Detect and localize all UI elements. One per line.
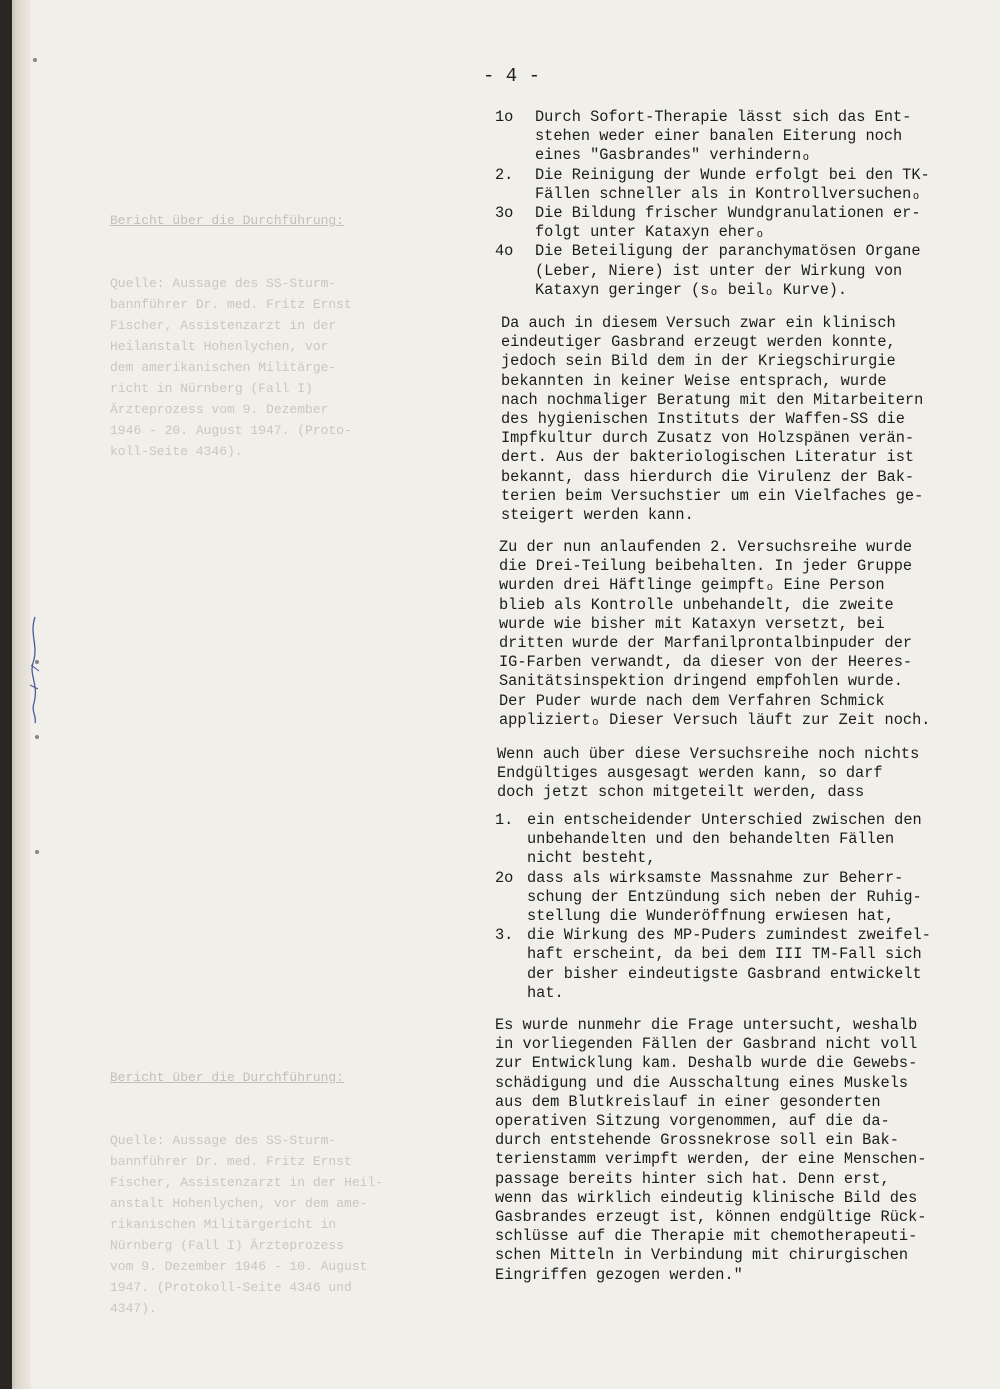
list-item (487, 204, 930, 242)
text-line: 1946 - 20. August 1947. (Proto- (110, 423, 352, 438)
text-line: dritten wurde der Marfanilprontalbinpuder der (499, 634, 913, 653)
text-line: bekannt, dass hierdurch die Virulenz der Bak- (501, 467, 915, 486)
findings-numbered-list (487, 811, 931, 1003)
text-line: aus dem Blutkreislauf in einer gesonderten (495, 1092, 881, 1111)
text-line: Fischer, Assistenzarzt in der (110, 318, 337, 333)
text-line: vom 9. Dezember 1946 - 10. August (110, 1259, 368, 1274)
paragraph-conclusion (487, 1016, 926, 1285)
text-line: terienstamm verimpft werden, der eine Menschen- (495, 1150, 927, 1169)
text-line: die Wirkung des MP-Puders zumindest zweifel- (527, 926, 931, 945)
text-line: Die Beteiligung der paranchymatösen Organe (535, 242, 921, 261)
text-line: Eingriffen gezogen werden." (495, 1265, 743, 1284)
paragraph-second-series (487, 538, 930, 730)
bleed-through-heading: Bericht über die Durchführung: (110, 213, 345, 228)
text-line: eindeutiger Gasbrand erzeugt werden konnte, (501, 333, 896, 352)
text-line: Es wurde nunmehr die Frage untersucht, weshalb (495, 1016, 918, 1034)
text-line: Ärzteprozess vom 9. Dezember (110, 402, 329, 417)
text-line: Fällen schneller als in Kontrollversuchenₒ (535, 184, 921, 203)
handwritten-signature-mark (25, 615, 45, 725)
text-line: haft erscheint, da bei dem III TM-Fall sich (527, 945, 922, 964)
text-line: hat. (527, 983, 564, 1002)
text-line: Fischer, Assistenzarzt in der Heil- (110, 1175, 384, 1190)
list-item (487, 869, 931, 927)
text-line: schlüsse auf die Therapie mit chemotherapeuti- (495, 1227, 918, 1246)
text-line: Quelle: Aussage des SS-Sturm- (110, 1133, 337, 1148)
text-line: 1947. (Protokoll-Seite 4346 und (110, 1280, 352, 1295)
text-line: richt in Nürnberg (Fall I) (110, 381, 313, 396)
text-line: operativen Sitzung vorgenommen, auf die da- (495, 1112, 890, 1131)
text-line: anstalt Hohenlychen, vor dem ame- (110, 1196, 368, 1211)
text-line: wenn das wirklich eindeutig klinische Bild des (495, 1188, 918, 1207)
text-line: (Leber, Niere) ist unter der Wirkung von (535, 261, 903, 280)
text-line: schen Mitteln in Verbindung mit chirurgischen (495, 1246, 909, 1265)
text-line: eines "Gasbrandes" verhindernₒ (535, 146, 811, 165)
text-line: jedoch sein Bild dem in der Kriegschirurgie (501, 352, 896, 371)
list-item-number: 4o (495, 242, 514, 261)
text-line: dem amerikanischen Militärge- (110, 360, 337, 375)
text-line: unbehandelten und den behandelten Fällen (527, 830, 895, 849)
text-line: Kataxyn geringer (sₒ beilₒ Kurve). (535, 280, 848, 299)
text-line: Die Reinigung der Wunde erfolgt bei den TK- (535, 165, 930, 184)
text-line: schung der Entzündung sich neben der Ruhig- (527, 887, 922, 906)
list-item-number: 2. (495, 165, 514, 184)
text-line: Der Puder wurde nach dem Verfahren Schmick (499, 691, 885, 710)
text-line: wurde wie bisher mit Kataxyn versetzt, bei (499, 614, 885, 633)
page-number: - 4 - (483, 65, 541, 87)
list-item-number: 1o (495, 108, 514, 126)
text-line: die Drei-Teilung beibehalten. In jeder Gruppe (499, 557, 913, 576)
text-line: dert. Aus der bakteriologischen Literatur ist (501, 448, 915, 467)
text-line: Durch Sofort-Therapie lässt sich das Ent- (535, 108, 912, 126)
punch-mark (33, 58, 37, 62)
text-line: terien beim Versuchstier um ein Vielfaches ge- (501, 486, 924, 505)
text-line: rikanischen Militärgericht in (110, 1217, 337, 1232)
text-line: zur Entwicklung kam. Deshalb wurde die Gewebs- (495, 1054, 918, 1073)
text-line: Endgültiges ausgesagt werden kann, so darf (497, 764, 883, 783)
paragraph-virulence (487, 314, 923, 525)
text-line: dass als wirksamste Massnahme zur Beherr- (527, 868, 904, 887)
text-line: bekannten in keiner Weise entsprach, wurde (501, 371, 887, 390)
text-line: Wenn auch über diese Versuchsreihe noch nichts (497, 745, 920, 763)
bleed-through-text-bottom (110, 1025, 383, 1361)
text-line: Da auch in diesem Versuch zwar ein klinisch (501, 314, 896, 332)
text-line: Heilanstalt Hohenlychen, vor (110, 339, 329, 354)
text-line: 4347). (110, 1301, 157, 1316)
list-item (487, 926, 931, 1003)
text-line: der bisher eindeutigste Gasbrand entwickelt (527, 964, 922, 983)
list-item (487, 242, 930, 300)
text-line: ein entscheidender Unterschied zwischen den (527, 811, 922, 829)
bleed-through-heading: Bericht über die Durchführung: (110, 1070, 345, 1085)
list-item-number: 3o (495, 204, 514, 223)
text-line: folgt unter Kataxyn eherₒ (535, 223, 765, 242)
paragraph-preliminary (487, 745, 919, 803)
document-page (12, 0, 1000, 1389)
punch-mark (35, 850, 39, 854)
text-line: nach nochmaliger Beratung mit den Mitarbeitern (501, 390, 924, 409)
text-line: stehen weder einer banalen Eiterung noch (535, 127, 903, 146)
text-line: Zu der nun anlaufenden 2. Versuchsreihe wurde (499, 538, 913, 556)
text-line: Gasbrandes erzeugt ist, können endgültige Rück- (495, 1208, 927, 1227)
text-line: Sanitätsinspektion dringend empfohlen wurde. (499, 672, 903, 691)
text-line: durch entstehende Grossnekrose soll ein Bak- (495, 1131, 899, 1150)
text-line: bannführer Dr. med. Fritz Ernst (110, 297, 352, 312)
text-line: in vorliegenden Fällen der Gasbrand nicht voll (495, 1035, 918, 1054)
text-line: wurden drei Häftlinge geimpftₒ Eine Person (499, 576, 885, 595)
text-line: Quelle: Aussage des SS-Sturm- (110, 276, 337, 291)
text-line: schädigung und die Ausschaltung eines Muskels (495, 1073, 909, 1092)
list-item-number: 3. (495, 926, 514, 945)
text-line: des hygienischen Instituts der Waffen-SS die (501, 410, 905, 429)
text-line: koll-Seite 4346). (110, 444, 243, 459)
text-line: Nürnberg (Fall I) Ärzteprozess (110, 1238, 345, 1253)
text-line: IG-Farben verwandt, da dieser von der Heeres- (499, 653, 913, 672)
text-line: Die Bildung frischer Wundgranulationen er- (535, 204, 921, 223)
list-item (487, 166, 930, 204)
text-line: blieb als Kontrolle unbehandelt, die zweite (499, 595, 894, 614)
text-line: appliziertₒ Dieser Versuch läuft zur Zeit noch. (499, 710, 931, 729)
text-line: nicht besteht, (527, 849, 656, 868)
list-item-number: 2o (495, 868, 514, 887)
text-line: Impfkultur durch Zusatz von Holzspänen verän- (501, 429, 915, 448)
text-line: passage bereits hinter sich hat. Denn erst, (495, 1169, 890, 1188)
text-line: steigert werden kann. (501, 506, 694, 525)
text-line: bannführer Dr. med. Fritz Ernst (110, 1154, 352, 1169)
bleed-through-text-top (110, 168, 352, 504)
intro-numbered-list (487, 108, 930, 300)
list-item-number: 1. (495, 811, 514, 829)
list-item (487, 811, 931, 869)
list-item (487, 108, 930, 166)
punch-mark (35, 735, 39, 739)
text-line: doch jetzt schon mitgeteilt werden, dass (497, 783, 865, 802)
text-line: stellung die Wunderöffnung erwiesen hat, (527, 907, 895, 926)
